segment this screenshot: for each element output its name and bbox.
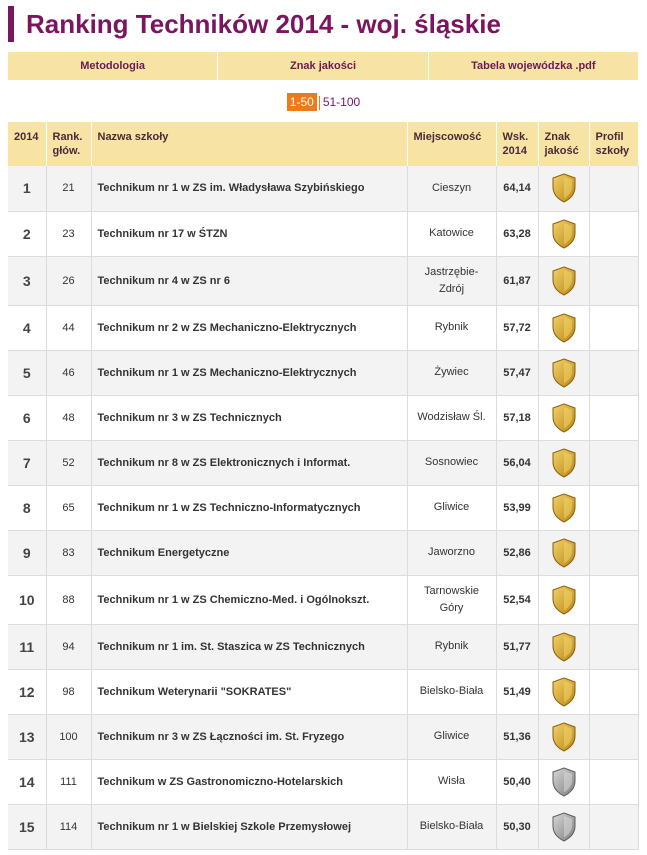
- school-profile-cell: [589, 575, 638, 624]
- school-city: Jastrzębie-Zdrój: [407, 256, 496, 305]
- school-profile-cell: [589, 350, 638, 395]
- col-header-rank: Rank. głów.: [46, 122, 91, 166]
- main-rank: 23: [46, 211, 91, 256]
- main-rank: 88: [46, 575, 91, 624]
- gold-shield-icon: [551, 585, 577, 615]
- rank-position: 10: [8, 575, 46, 624]
- school-profile-cell: [589, 804, 638, 849]
- school-name: Technikum Energetyczne: [91, 530, 407, 575]
- main-rank: 52: [46, 440, 91, 485]
- pager-divider: [319, 96, 320, 110]
- gold-shield-icon: [551, 313, 577, 343]
- school-score: 56,04: [496, 440, 538, 485]
- school-city: Jaworzno: [407, 530, 496, 575]
- rank-position: 15: [8, 804, 46, 849]
- school-profile-cell: [589, 305, 638, 350]
- table-row: [8, 669, 638, 714]
- table-row: [8, 256, 638, 305]
- col-header-school-name: Nazwa szkoły: [91, 122, 407, 166]
- school-name: Technikum nr 2 w ZS Mechaniczno-Elektrycznych: [91, 305, 407, 350]
- school-profile-cell: [589, 211, 638, 256]
- table-row: [8, 440, 638, 485]
- school-name: Technikum nr 1 w ZS Techniczno-Informatycznych: [91, 485, 407, 530]
- school-score: 61,87: [496, 256, 538, 305]
- school-name: Technikum w ZS Gastronomiczno-Hotelarskich: [91, 759, 407, 804]
- page-title: Ranking Techników 2014 - woj. śląskie: [8, 6, 501, 42]
- school-profile-cell: [589, 256, 638, 305]
- pagination: [0, 93, 647, 111]
- school-score: 57,18: [496, 395, 538, 440]
- col-header-profile: Profil szkoły: [589, 122, 638, 166]
- gold-shield-icon: [551, 266, 577, 296]
- quality-badge-cell: [538, 305, 589, 350]
- school-score: 63,28: [496, 211, 538, 256]
- rank-position: 3: [8, 256, 46, 305]
- quality-badge-cell: [538, 166, 589, 211]
- school-score: 50,40: [496, 759, 538, 804]
- page-51-100-link[interactable]: 51-100: [322, 95, 361, 109]
- gold-shield-icon: [551, 677, 577, 707]
- nav-znak-jakosci-link[interactable]: Znak jakości: [218, 52, 428, 80]
- nav-metodologia-link[interactable]: Metodologia: [8, 52, 218, 80]
- main-rank: 46: [46, 350, 91, 395]
- quality-badge-cell: [538, 350, 589, 395]
- school-score: 51,49: [496, 669, 538, 714]
- main-rank: 21: [46, 166, 91, 211]
- table-row: [8, 575, 638, 624]
- main-rank: 48: [46, 395, 91, 440]
- quality-badge-cell: [538, 211, 589, 256]
- table-row: [8, 624, 638, 669]
- table-row: [8, 211, 638, 256]
- rank-position: 11: [8, 624, 46, 669]
- main-rank: 114: [46, 804, 91, 849]
- school-city: Bielsko-Biała: [407, 804, 496, 849]
- school-city: Sosnowiec: [407, 440, 496, 485]
- gold-shield-icon: [551, 448, 577, 478]
- school-city: Żywiec: [407, 350, 496, 395]
- table-row: [8, 485, 638, 530]
- school-profile-cell: [589, 759, 638, 804]
- main-rank: 111: [46, 759, 91, 804]
- quality-badge-cell: [538, 485, 589, 530]
- school-city: Wisła: [407, 759, 496, 804]
- nav-tabela-pdf-link[interactable]: Tabela wojewódzka .pdf: [471, 60, 596, 72]
- school-score: 51,77: [496, 624, 538, 669]
- table-row: [8, 350, 638, 395]
- school-profile-cell: [589, 624, 638, 669]
- school-name: Technikum nr 1 im. St. Staszica w ZS Technicznych: [91, 624, 407, 669]
- school-profile-cell: [589, 440, 638, 485]
- rank-position: 2: [8, 211, 46, 256]
- quality-badge-cell: [538, 714, 589, 759]
- table-row: [8, 395, 638, 440]
- school-profile-cell: [589, 395, 638, 440]
- main-rank: 26: [46, 256, 91, 305]
- rank-position: 6: [8, 395, 46, 440]
- rank-position: 13: [8, 714, 46, 759]
- col-header-quality: Znak jakość: [538, 122, 589, 166]
- school-name: Technikum nr 3 w ZS Łączności im. St. Fryzego: [91, 714, 407, 759]
- school-city: Wodzisław Śl.: [407, 395, 496, 440]
- school-city: Rybnik: [407, 305, 496, 350]
- school-name: Technikum Weterynarii "SOKRATES": [91, 669, 407, 714]
- table-row: [8, 714, 638, 759]
- school-score: 52,54: [496, 575, 538, 624]
- school-profile-cell: [589, 485, 638, 530]
- quality-badge-cell: [538, 624, 589, 669]
- rank-position: 4: [8, 305, 46, 350]
- quality-badge-cell: [538, 759, 589, 804]
- gold-shield-icon: [551, 358, 577, 388]
- gold-shield-icon: [551, 219, 577, 249]
- school-profile-cell: [589, 714, 638, 759]
- quality-badge-cell: [538, 804, 589, 849]
- table-row: [8, 305, 638, 350]
- quality-badge-cell: [538, 395, 589, 440]
- col-header-year: 2014: [8, 122, 46, 166]
- ranking-table: [8, 122, 639, 850]
- school-score: 52,86: [496, 530, 538, 575]
- gold-shield-icon: [551, 173, 577, 203]
- main-rank: 44: [46, 305, 91, 350]
- gold-shield-icon: [551, 722, 577, 752]
- rank-position: 9: [8, 530, 46, 575]
- quality-badge-cell: [538, 256, 589, 305]
- school-name: Technikum nr 1 w ZS Chemiczno-Med. i Ogólnokszt.: [91, 575, 407, 624]
- school-name: Technikum nr 3 w ZS Technicznych: [91, 395, 407, 440]
- school-score: 64,14: [496, 166, 538, 211]
- rank-position: 7: [8, 440, 46, 485]
- quality-badge-cell: [538, 530, 589, 575]
- silver-shield-icon: [551, 812, 577, 842]
- school-profile-cell: [589, 166, 638, 211]
- school-city: Bielsko-Biała: [407, 669, 496, 714]
- main-rank: 65: [46, 485, 91, 530]
- main-rank: 83: [46, 530, 91, 575]
- rank-position: 8: [8, 485, 46, 530]
- rank-position: 1: [8, 166, 46, 211]
- gold-shield-icon: [551, 538, 577, 568]
- school-name: Technikum nr 17 w ŚTZN: [91, 211, 407, 256]
- school-city: Gliwice: [407, 485, 496, 530]
- school-name: Technikum nr 4 w ZS nr 6: [91, 256, 407, 305]
- rank-position: 12: [8, 669, 46, 714]
- school-name: Technikum nr 1 w ZS Mechaniczno-Elektrycznych: [91, 350, 407, 395]
- quality-badge-cell: [538, 669, 589, 714]
- main-rank: 100: [46, 714, 91, 759]
- page-1-50-current[interactable]: 1-50: [287, 93, 317, 111]
- quality-badge-cell: [538, 575, 589, 624]
- table-row: [8, 759, 638, 804]
- table-header-row: [8, 122, 638, 166]
- school-city: Cieszyn: [407, 166, 496, 211]
- school-name: Technikum nr 1 w ZS im. Władysława Szybińskiego: [91, 166, 407, 211]
- school-city: Gliwice: [407, 714, 496, 759]
- main-rank: 98: [46, 669, 91, 714]
- school-profile-cell: [589, 669, 638, 714]
- table-row: [8, 530, 638, 575]
- main-rank: 94: [46, 624, 91, 669]
- table-row: [8, 804, 638, 849]
- rank-position: 14: [8, 759, 46, 804]
- gold-shield-icon: [551, 632, 577, 662]
- school-score: 53,99: [496, 485, 538, 530]
- school-score: 50,30: [496, 804, 538, 849]
- gold-shield-icon: [551, 403, 577, 433]
- col-header-score: Wsk. 2014: [496, 122, 538, 166]
- school-city: Tarnowskie Góry: [407, 575, 496, 624]
- gold-shield-icon: [551, 493, 577, 523]
- school-score: 57,72: [496, 305, 538, 350]
- silver-shield-icon: [551, 767, 577, 797]
- table-row: [8, 166, 638, 211]
- quality-badge-cell: [538, 440, 589, 485]
- school-name: Technikum nr 8 w ZS Elektronicznych i Informat.: [91, 440, 407, 485]
- top-nav: [8, 52, 638, 80]
- col-header-city: Miejscowość: [407, 122, 496, 166]
- school-city: Rybnik: [407, 624, 496, 669]
- school-score: 57,47: [496, 350, 538, 395]
- rank-position: 5: [8, 350, 46, 395]
- school-score: 51,36: [496, 714, 538, 759]
- school-name: Technikum nr 1 w Bielskiej Szkole Przemysłowej: [91, 804, 407, 849]
- school-profile-cell: [589, 530, 638, 575]
- school-city: Katowice: [407, 211, 496, 256]
